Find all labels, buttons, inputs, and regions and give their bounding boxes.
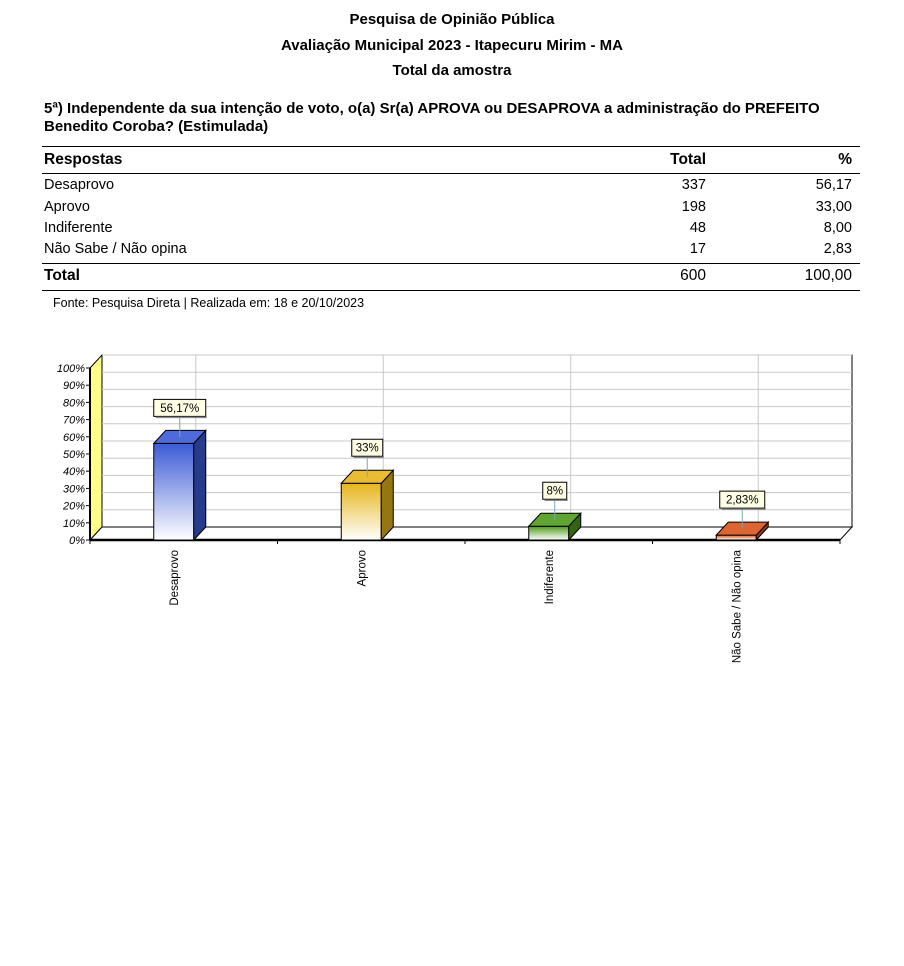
y-tick-label: 40% [62, 466, 85, 479]
y-tick-label: 30% [62, 483, 85, 496]
y-tick-label: 80% [62, 397, 85, 410]
row-total: 48 [689, 220, 706, 236]
row-label: Aprovo [44, 199, 90, 215]
bar-3 [716, 535, 756, 540]
row-total: 337 [681, 177, 706, 193]
table-row [42, 220, 860, 240]
bar-2 [529, 526, 569, 540]
col-header-pct: % [838, 151, 852, 168]
row-total: 198 [681, 199, 706, 215]
table-header-row [42, 151, 860, 171]
data-label: 56,17% [160, 402, 200, 415]
y-tick-label: 50% [62, 449, 85, 461]
data-label: 33% [355, 442, 379, 455]
data-label: 2,83% [725, 494, 759, 507]
table-row [42, 241, 860, 261]
report-title: Pesquisa de Opinião Pública [349, 11, 555, 28]
col-header-total: Total [670, 151, 706, 168]
row-label: Indiferente [44, 220, 113, 236]
x-category-label: Aprovo [356, 550, 369, 587]
chart-side-wall [90, 355, 102, 540]
table-total-row [42, 267, 860, 287]
row-label: Desaprovo [44, 177, 115, 193]
y-tick-label: 70% [62, 414, 85, 427]
total-label: Total [44, 267, 80, 284]
table-row [42, 177, 860, 197]
x-category-label: Não Sabe / Não opina [731, 550, 744, 664]
report-sample: Total da amostra [392, 62, 512, 79]
y-tick-label: 60% [62, 431, 85, 444]
source-note: Fonte: Pesquisa Direta | Realizada em: 18 e 20/10/2023 [53, 296, 365, 310]
y-tick-label: 10% [62, 517, 85, 530]
survey-question: 5ª) Independente da sua intenção de voto, o(a) Sr(a) APROVA ou DESAPROVA a administração do PREFEITO Benedito Coroba? (Estimulada) [44, 100, 820, 135]
y-tick-label: 0% [69, 535, 85, 547]
row-pct: 33,00 [815, 199, 852, 215]
y-tick-label: 100% [56, 363, 85, 375]
report-subtitle: Avaliação Municipal 2023 - Itapecuru Mirim - MA [280, 37, 624, 54]
total-pct: 100,00 [804, 267, 852, 284]
row-total: 17 [689, 241, 706, 257]
x-category-label: Indiferente [543, 550, 556, 605]
table-row [42, 199, 860, 219]
y-tick-label: 90% [62, 380, 85, 393]
bar-side-0 [194, 430, 206, 540]
row-pct: 2,83 [823, 241, 852, 257]
x-category-label: Desaprovo [168, 550, 181, 606]
row-pct: 8,00 [823, 220, 852, 236]
data-label: 8% [546, 485, 564, 498]
row-label: Não Sabe / Não opina [44, 241, 187, 257]
col-header-respostas: Respostas [44, 151, 123, 168]
total-count: 600 [680, 267, 706, 284]
bar-1 [341, 483, 381, 540]
bar-0 [154, 443, 194, 540]
row-pct: 56,17 [815, 177, 852, 193]
bar-chart [0, 340, 904, 700]
y-tick-label: 20% [62, 500, 85, 513]
